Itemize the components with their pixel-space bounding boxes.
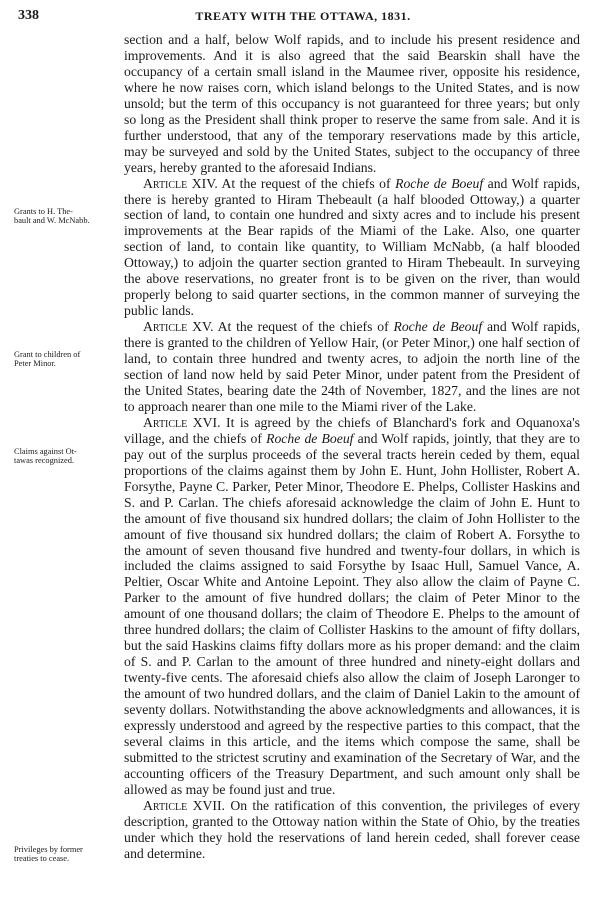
paragraph-continuation: section and a half, below Wolf rapids, and to include his present residence and improvements. And it is also agreed that the said Bearskin shall have the occupancy of a certain small island in the Maumee river, opposite his residence, where he now raises corn, which island belongs to the United States, and is now unsold; but the term of this occupancy is not guaranteed for three years; but only so long as the President shall think proper to reserve the same from sale. And it is further understood, that any of the temporary reservations made by this article, may be surveyed and sold by the United States, subject to the occupancy of three years, hereby granted to the aforesaid Indians. [124,32,580,175]
article-text: At the request of the chiefs of [213,319,394,335]
running-head: TREATY WITH THE OTTAWA, 1831. [195,9,411,23]
article-text: and Wolf rapids, jointly, that they are to pay out of the surplus proceeds of the several tracts herein ceded by them, equal proportions of the claims against them by John E. Hunt, John Hollister, Robert A. Forsythe, Payne C. Parker, Peter Minor, Theodore E. Phelps, Collister Haskins and S. and P. Carlan. The chiefs aforesaid acknowledge the claim of John E. Hunt to the amount of five thousand six hundred dollars; the claim of John Hollister to the amount of five thousand six hundred dollars; the claim of Robert A. Forsythe to the amount of seven thousand five hundred and twenty-four dollars, in which is included the claims assigned to said Forsythe by Isaac Hull, Samuel Vance, A. Peltier, Oscar White and Antoine Lepoint. They also allow the claim of Payne C. Parker to the amount of five hundred dollars; the claim of Peter Minor to the amount of one thousand dollars; the claim of Theodore E. Phelps to the amount of three hundred dollars; the claim of Collister Haskins to the amount of fifty dollars, but the said Haskins claims fifty dollars more as his proper demand: and the claim of S. and P. Carlan to the amount of three hundred and ninety-eight dollars and twenty-five cents. The aforesaid chiefs also allow the claim of Joseph Laronger to the amount of two hundred dollars, and the claim of Daniel Lakin to the amount of seventy dollars. Notwithstanding the above acknowledgments and allowances, it is expressly understood and agreed by the respective parties to this compact, that the several claims in this article, and the items which compose the same, shall be submitted to the strictest scrutiny and examination of the Secretary of War, and the accounting officers of the Treasury Department, and such amount only shall be allowed as may be found just and true. [124,430,580,797]
margin-note-line: bault and W. McNabb. [14,216,90,225]
main-text [124,32,580,862]
article-text: and Wolf rapids, there is hereby granted to Hiram Thebeault (a half blooded Ottoway,) a quarter section of land, to contain one hundred and sixty acres and to include his present improvements at the Bear rapids of the Miami of the Lake. Also, one quarter section of land, to contain like quantity, to William McNabb, (a half blooded Ottoway,) to adjoin the quarter section granted to Hiram Thebeault. In surveying the above reservations, no greater front is to be given on the river, than would properly belong to said quarter sections, in the common manner of surveying the public lands. [124,175,581,319]
place-name: Roche de Beouf [393,319,483,335]
margin-note-line: Grant to children of [14,350,81,359]
place-name: Roche de Boeuf [395,175,484,191]
article-text: It is agreed by the chiefs of Blanchard's fork and Oquanoxa's village, and the chiefs of [124,414,581,446]
margin-note-line: Peter Minor. [14,359,56,368]
margin-note-line: tawas recognized. [14,456,74,465]
article-heading: Article XV. [143,319,214,335]
paragraph-article-xiv [124,176,580,320]
page-number: 338 [18,8,39,23]
paragraph-article-xvi [124,415,580,798]
margin-note-grants-thebault-mcnabb [14,207,122,225]
article-heading: Article XVII. [143,797,225,813]
article-text: and Wolf rapids, there is granted to the children of Yellow Hair, (or Peter Minor,) one half section of land, to contain three hundred and twenty acres, to adjoin the north line of the section of land now held by said Peter Minor, under patent from the President of the United States, bearing date the 24th of November, 1827, and the lines are not to approach nearer than one mile to the Miami river of the Lake. [124,319,581,414]
margin-note-line: Grants to H. The- [14,207,73,216]
paragraph-article-xvii [124,798,580,862]
article-text: On the ratification of this convention, the privileges of every description, granted to the Ottoway nation within the State of Ohio, by the treaties under which they hold the reservations of land herein ceded, shall forever cease and determine. [124,797,580,861]
article-heading: Article XVI. [143,414,221,430]
article-text: At the request of the chiefs of [217,175,396,191]
margin-note-line: treaties to cease. [14,854,70,863]
paragraph-article-xv [124,319,580,415]
article-heading: Article XIV. [143,175,218,191]
margin-note-line: Privileges by former [14,845,83,854]
margin-note-privileges-cease [14,845,122,863]
page-header [18,8,588,26]
margin-note-claims-against-ottawas [14,447,122,465]
place-name: Roche de Boeuf [266,430,354,446]
margin-note-line: Claims against Ot- [14,447,77,456]
margin-note-grant-peter-minor [14,350,122,368]
